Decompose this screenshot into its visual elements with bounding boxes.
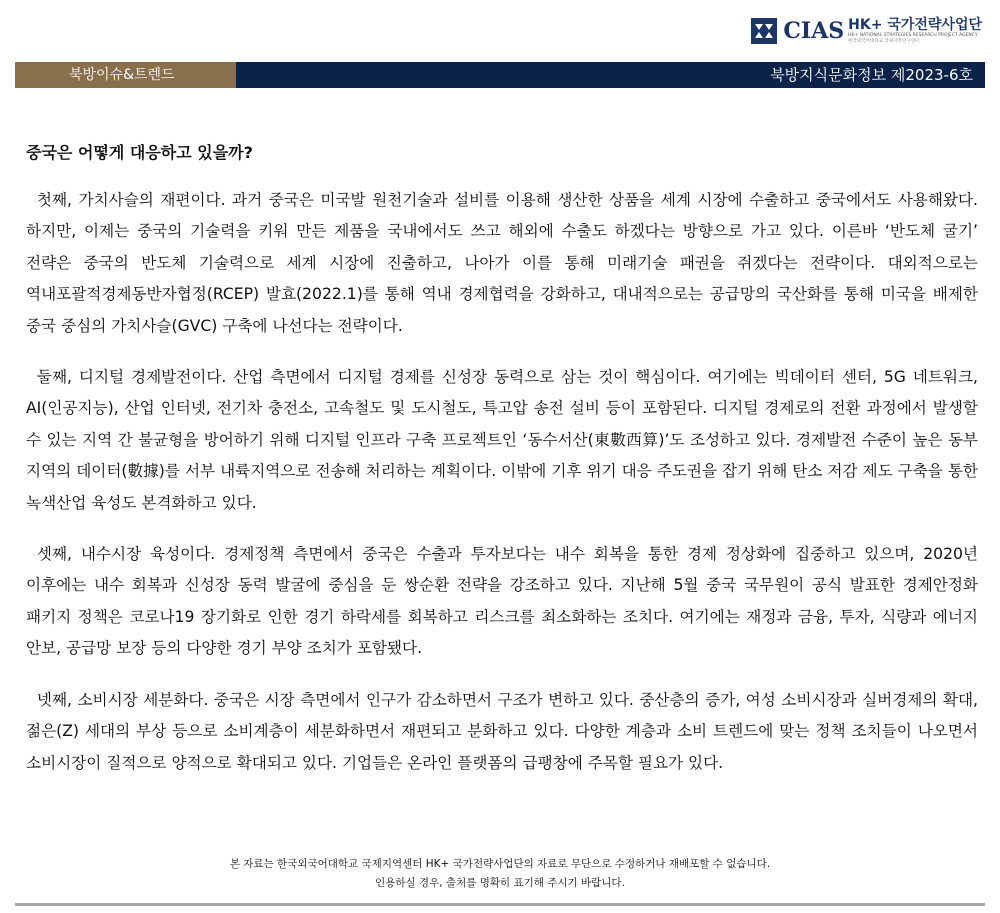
paragraph-1: 첫째, 가치사슬의 재편이다. 과거 중국은 미국발 원천기술과 설비를 이용해 생산한 상품을 세계 시장에 수출하고 중국에서도 사용해왔다. 하지만, 이제는 중국의 기술력을 키워 만든 제품을 국내에서도 쓰고 해외에 수출도 하겠다는 방향으로 가고 있다. 이른바 ‘반도체 굴기’ 전략은 중국의 반도체 기술력으로 세계 시장에 진출하고, 나아가 이를 통해 미래기술 패권을 쥐겠다는 전략이다. 대외적으로는 역내포괄적경제동반자협정(RCEP) 발효(2022.1)를 통해 역내 경제협력을 강화하고, 대내적으로는 공급망의 국산화를 통해 미국을 배제한 중국 중심의 가치사슬(GVC) 구축에 나선다는 전략이다.	[26, 191, 978, 335]
section-label: 북방이슈&트렌드	[15, 62, 236, 88]
logo-subtitle-en: HK+ NATIONAL STRATEGIES RESEARCH PROJECT AGENCY	[848, 33, 978, 38]
paragraph-4: 넷째, 소비시장 세분화다. 중국은 시장 측면에서 인구가 감소하면서 구조가 변하고 있다. 중산층의 증가, 여성 소비시장과 실버경제의 확대, 젊은(Z) 세대의 부상 등으로 소비계층이 세분화하면서 재편되고 분화하고 있다. 다양한 계층과 소비 트렌드에 맞는 정책 조치들이 나오면서 소비시장이 질적으로 양적으로 확대되고 있다. 기업들은 온라인 플랫폼의 급팽창에 주목할 필요가 있다.	[26, 690, 978, 772]
bottom-divider	[15, 903, 985, 906]
footer-notice	[0, 855, 1000, 893]
paragraph-2: 둘째, 디지털 경제발전이다. 산업 측면에서 디지털 경제를 신성장 동력으로 삼는 것이 핵심이다. 여기에는 빅데이터 센터, 5G 네트워크, AI(인공지능), 산업 인터넷, 전기차 충전소, 고속철도 및 도시철도, 특고압 송전 설비 등이 포함된다. 디지털 경제로의 전환 과정에서 발생할 수 있는 지역 간 불균형을 방어하기 위해 디지털 인프라 구축 프로젝트인 ‘동수서산(東數西算)’도 조성하고 있다. 경제발전 수준이 높은 동부 지역의 데이터(數據)를 서부 내륙지역으로 전송해 처리하는 계획이다. 이밖에 기후 위기 대응 주도권을 잡기 위해 탄소 저감 제도 구축을 통한 녹색산업 육성도 본격화하고 있다.	[26, 368, 978, 512]
logo-subtitle-kr: 한국외국어대학교 국제지역연구센터	[848, 38, 920, 44]
header-bar	[15, 62, 985, 88]
logo-text-block	[848, 18, 982, 44]
paragraph-3: 셋째, 내수시장 육성이다. 경제정책 측면에서 중국은 수출과 투자보다는 내수 회복을 통한 경제 정상화에 집중하고 있으며, 2020년 이후에는 내수 회복과 신성장 동력 발굴에 중심을 둔 쌍순환 전략을 강조하고 있다. 지난해 5월 중국 국무원이 공식 발표한 경제안정화 패키지 정책은 코로나19 장기화로 인한 경기 하락세를 회복하고 리스크를 최소화하는 조치다. 여기에는 재정과 금융, 투자, 식량과 에너지 안보, 공급망 보장 등의 다양한 경기 부양 조치가 포함됐다.	[26, 545, 978, 658]
logo-brand: CIAS	[783, 18, 845, 44]
logo-name: HK+ 국가전략사업단	[848, 17, 982, 33]
cias-emblem-icon	[749, 16, 779, 46]
footer-line-1: 본 자료는 한국외국어대학교 국제지역센터 HK+ 국가전략사업단의 자료로 무단으로 수정하거나 재배포할 수 없습니다.	[229, 858, 771, 870]
issue-label: 북방지식문화정보 제2023-6호	[770, 66, 973, 84]
footer-line-2: 인용하실 경우, 출처를 명확히 표기해 주시기 바랍니다.	[375, 877, 625, 889]
cias-logo	[749, 16, 982, 46]
article-body	[26, 140, 978, 799]
article-heading: 중국은 어떻게 대응하고 있을까?	[26, 143, 253, 162]
